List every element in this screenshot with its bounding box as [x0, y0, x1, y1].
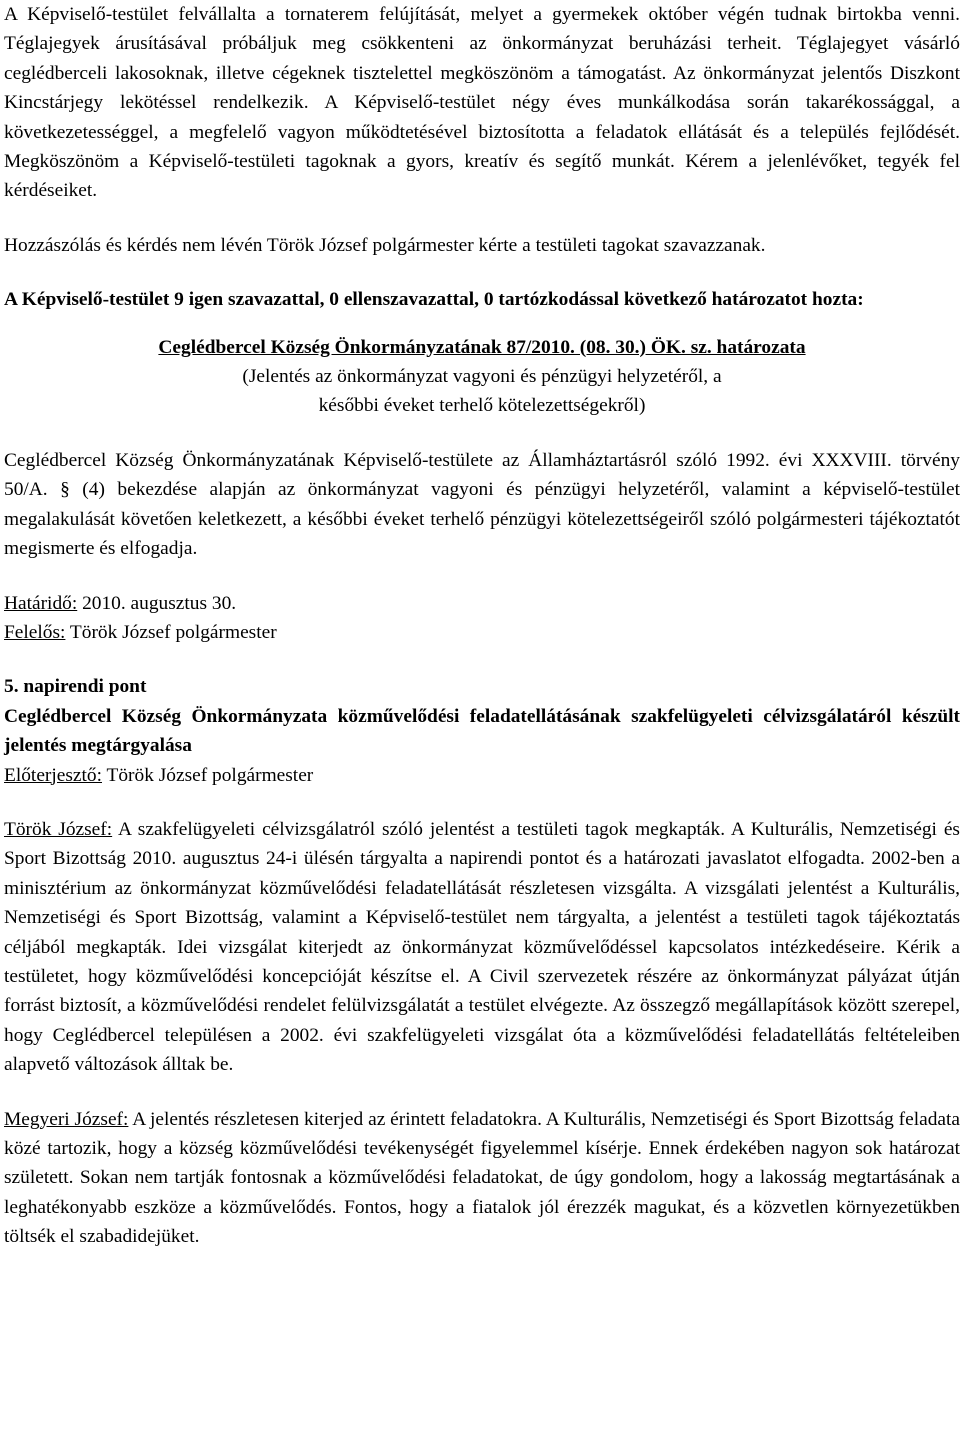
vote-result-paragraph: A Képviselő-testület 9 igen szavazattal, 0 ellenszavazattal, 0 tartózkodással következő határozatot hozta:: [4, 289, 864, 311]
responsible-label: Felelős:: [4, 621, 66, 643]
presenter-value: Török József polgármester: [102, 764, 314, 786]
resolution-responsible: [4, 618, 960, 647]
speech-paragraph: [4, 815, 960, 1080]
presenter-label: Előterjesztő:: [4, 764, 102, 786]
speech-text: A szakfelügyeleti célvizsgálatról szóló jelentést a testületi tagok megkapták. A Kulturális, Nemzetiségi és Sport Bizottság 2010. augusztus 24-i ülésén tárgyalta a napirendi pontot és a határozati javaslatot elfogadta. 2002-ben a minisztérium az önkormányzat közművelődési feladatellátását részletesen vizsgálta. A vizsgálati jelentést a Kulturális, Nemzetiségi és Sport Bizottság, valamint a Képviselő-testület nem tárgyalta, a jelentést a testületi tagok tájékoztatás céljából megkapták. Idei vizsgálat kiterjedt az önkormányzat közművelődéssel kapcsolatos intézkedéseire. Kérik a testületet, hogy közművelődési koncepcióját készítse el. A Civil szervezetek részére az önkormányzat pályázat útján forrást biztosít, a közművelődési rendelet felülvizsgálatát a testület elvégezte. Az összegző megállapítások között szerepel, hogy Ceglédbercel településen a 2002. évi szakfelügyeleti vizsgálat óta a közművelődési feladatellátás feltételeiben alapvető változások álltak be.: [4, 818, 960, 1076]
resolution-subtitle: (Jelentés az önkormányzat vagyoni és pénzügyi helyzetéről, a későbbi éveket terhelő kötelezettségekről): [242, 366, 722, 417]
responsible-value: Török József polgármester: [65, 621, 277, 643]
deadline-label: Határidő:: [4, 592, 78, 614]
resolution-title: Ceglédbercel Község Önkormányzatának 87/2010. (08. 30.) ÖK. sz. határozata: [158, 336, 806, 358]
resolution-body: Ceglédbercel Község Önkormányzatának Képviselő-testülete az Államháztartásról szóló 1992. évi XXXVIII. törvény 50/A. § (4) bekezdése alapján az önkormányzat vagyoni és pénzügyi helyzetéről, valamint a képviselő-testület megalakulását követően keletkezett, a későbbi éveket terhelő pénzügyi kötelezettségeiről szóló polgármesteri tájékoztatót megismerte és elfogadja.: [4, 449, 960, 560]
speech-text: A jelentés részletesen kiterjed az érintett feladatokra. A Kulturális, Nemzetiségi és Sport Bizottság feladata közé tartozik, hogy a község közművelődési tevékenységét figyelemmel kísérje. Ennek érdekében nagyon sok határozat született. Sokan nem tartják fontosnak a közművelődési feladatokat, de úgy gondolom, hogy a lakosság megtartásának a leghatékonyabb eszköze a közművelődés. Fontos, hogy a fiatalok jól érezzék magukat, és a közvetlen környezetükben töltsék el szabadidejüket.: [4, 1108, 960, 1248]
agenda-title: Ceglédbercel Község Önkormányzata közművelődési feladatellátásának szakfelügyeleti célvizsgálatáról készült jelentés megtárgyalása: [4, 705, 960, 757]
speech-paragraph: [4, 1105, 960, 1252]
speaker-name: Megyeri József:: [4, 1108, 129, 1130]
agenda-number: 5. napirendi pont: [4, 676, 147, 698]
vote-call-paragraph: Hozzászólás és kérdés nem lévén Török József polgármester kérte a testületi tagokat szavazzanak.: [4, 234, 766, 256]
resolution-deadline: [4, 589, 960, 618]
speaker-name: Török József:: [4, 818, 113, 840]
deadline-value: 2010. augusztus 30.: [77, 592, 237, 614]
agenda-presenter: [4, 761, 960, 790]
intro-paragraph: A Képviselő-testület felvállalta a tornaterem felújítását, melyet a gyermekek október végén tudnak birtokba venni. Téglajegyek árusításával próbáljuk meg csökkenteni az önkormányzat beruházási terheit. Téglajegyet vásárló ceglédberceli lakosoknak, illetve cégeknek tisztelettel megköszönöm a támogatást. Az önkormányzat jelentős Diszkont Kincstárjegy lekötéssel rendelkezik. A Képviselő-testület négy éves munkálkodása során takarékossággal, a következetességgel, a megfelelő vagyon működtetésével biztosította a feladatok ellátását és a település fejlődését. Megköszönöm a Képviselő-testületi tagoknak a gyors, kreatív és segítő munkát. Kérem a jelenlévőket, tegyék fel kérdéseiket.: [4, 4, 960, 202]
